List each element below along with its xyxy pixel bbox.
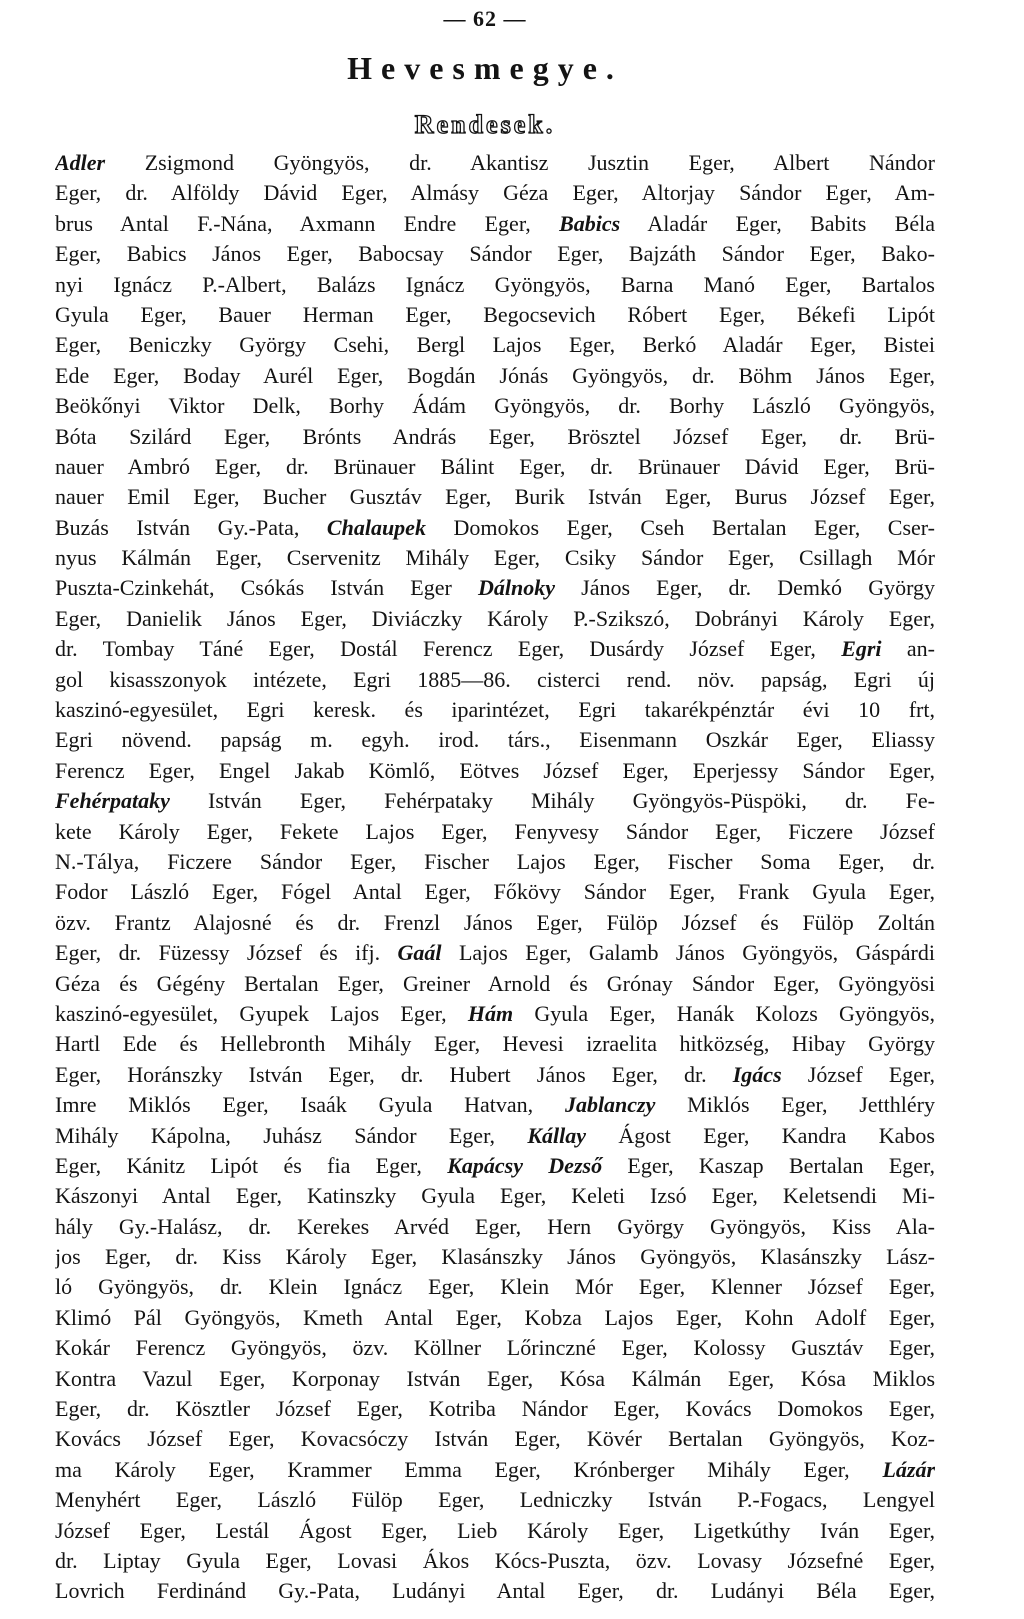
emphasized-name: Lázár [882,1456,935,1482]
emphasized-name: Egri [841,636,882,662]
text-line [55,1151,935,1181]
text-run: Lovrich Ferdinánd Gy.-Pata, Ludányi Antal Eger, dr. Ludányi Béla Eger, [55,1578,935,1604]
text-run: János Eger, dr. Demkó György [554,575,935,601]
text-run: Menyhért Eger, László Fülöp Eger, Ledniczky István P.-Fogacs, Lengyel [55,1487,935,1513]
text-line [55,573,935,603]
emphasized-name: Igács [732,1061,782,1087]
emphasized-name: Fehérpataky [55,788,170,814]
emphasized-name: Adler [55,150,106,175]
text-run: gol kisasszonyok intézete, Egri 1885—86. cisterci rend. növ. papság, Egri új [55,666,935,692]
text-run: jos Eger, dr. Kiss Károly Eger, Klasánszky János Gyöngyös, Klasánszky Lász- [55,1244,935,1270]
text-line [55,1485,935,1515]
text-run: István Eger, Fehérpataky Mihály Gyöngyös-Püspöki, dr. Fe- [169,788,935,814]
text-line [55,817,935,847]
text-line [55,1303,935,1333]
text-line [55,513,935,543]
text-line [55,270,935,300]
text-line [55,239,935,269]
text-line [55,1181,935,1211]
emphasized-name: Gaál [397,940,442,966]
text-line [55,300,935,330]
text-run: Eger, Kánitz Lipót és fia Eger, [55,1152,448,1178]
text-line [55,391,935,421]
text-run: kete Károly Eger, Fekete Lajos Eger, Fenyvesy Sándor Eger, Ficzere József [55,818,935,844]
text-line [55,1121,935,1151]
text-line [55,908,935,938]
text-run: Eger, Kaszap Bertalan Eger, [602,1152,935,1178]
text-run: brus Antal F.-Nána, Axmann Endre Eger, [55,210,560,236]
text-run: Imre Miklós Eger, Isaák Gyula Hatvan, [55,1092,565,1118]
text-run: Eger, Babics János Eger, Babocsay Sándor Eger, Bajzáth Sándor Eger, Bako- [55,241,935,267]
text-line [55,665,935,695]
text-run: Eger, Beniczky György Csehi, Bergl Lajos Eger, Berkó Aladár Eger, Bistei [55,332,935,358]
text-run: N.-Tálya, Ficzere Sándor Eger, Fischer Lajos Eger, Fischer Soma Eger, dr. [55,848,935,874]
text-line [55,1333,935,1363]
text-line [55,330,935,360]
text-run: nyi Ignácz P.-Albert, Balázs Ignácz Gyöngyös, Barna Manó Eger, Bartalos [55,271,935,297]
text-run: nyus Kálmán Eger, Cservenitz Mihály Eger, Csiky Sándor Eger, Csillagh Mór [55,545,935,571]
text-line [55,1272,935,1302]
text-line [55,969,935,999]
text-run: Eger, dr. Kösztler József Eger, Kotriba Nándor Eger, Kovács Domokos Eger, [55,1396,935,1422]
text-run: nauer Ambró Eger, dr. Brünauer Bálint Eger, dr. Brünauer Dávid Eger, Brü- [55,453,935,479]
text-run: an- [881,636,935,662]
text-line [55,877,935,907]
text-run: ló Gyöngyös, dr. Klein Ignácz Eger, Klein Mór Eger, Klenner József Eger, [55,1274,935,1300]
text-run: Egri növend. papság m. egyh. irod. társ., Eisenmann Oszkár Eger, Eliassy [55,727,935,753]
text-line [55,209,935,239]
text-run: Kászonyi Antal Eger, Katinszky Gyula Eger, Keleti Izsó Eger, Keletsendi Mi- [55,1183,935,1209]
text-line [55,1424,935,1454]
text-run: Kovács József Eger, Kovacsóczy István Eger, Kövér Bertalan Gyöngyös, Koz- [55,1426,935,1452]
text-line [55,543,935,573]
emphasized-name: Hám [467,1000,514,1026]
section-heading: Rendesek. [414,110,556,139]
text-line [55,178,935,208]
text-run: Géza és Gégény Bertalan Eger, Greiner Arnold és Grónay Sándor Eger, Gyöngyösi [55,970,935,996]
text-run: Aladár Eger, Babits Béla [620,210,935,236]
text-run: Kontra Vazul Eger, Korponay István Eger, Kósa Kálmán Eger, Kósa Miklos [55,1365,935,1391]
text-line [55,1029,935,1059]
text-run: Domokos Eger, Cseh Bertalan Eger, Cser- [425,514,935,540]
text-line [55,604,935,634]
text-line [55,1455,935,1485]
text-run: dr. Tombay Táné Eger, Dostál Ferencz Eger, Dusárdy József Eger, [55,636,842,662]
text-run: Miklós Eger, Jetthléry [655,1092,935,1118]
text-line [55,452,935,482]
text-run: ma Károly Eger, Krammer Emma Eger, Krónberger Mihály Eger, [55,1456,883,1482]
text-line [55,847,935,877]
text-run: Puszta-Czinkehát, Csókás István Eger [55,575,478,601]
text-run: Ágost Eger, Kandra Kabos [586,1122,935,1148]
emphasized-name: Chalaupek [326,514,426,540]
text-run: özv. Frantz Alajosné és dr. Frenzl János Eger, Fülöp József és Fülöp Zoltán [55,909,935,935]
text-run: kaszinó-egyesület, Gyupek Lajos Eger, [55,1000,468,1026]
text-line [55,1060,935,1090]
text-run: kaszinó-egyesület, Egri keresk. és iparintézet, Egri takarékpénztár évi 10 frt, [55,697,935,723]
county-title: Hevesmegye. [347,50,623,86]
text-run: Ferencz Eger, Engel Jakab Kömlő, Eötves József Eger, Eperjessy Sándor Eger, [55,757,935,783]
text-run: Beökőnyi Viktor Delk, Borhy Ádám Gyöngyös, dr. Borhy László Gyöngyös, [55,393,935,419]
page-number: — 62 — [443,6,527,31]
text-line [55,695,935,725]
text-line [55,938,935,968]
emphasized-name: Kapácsy Dezső [447,1152,603,1178]
text-line [55,361,935,391]
text-line [55,1546,935,1576]
text-run: dr. Liptay Gyula Eger, Lovasi Ákos Kócs-Puszta, özv. Lovasy Józsefné Eger, [55,1547,935,1573]
subscriber-list [55,148,935,1607]
text-line [55,634,935,664]
emphasized-name: Babics [559,210,621,236]
text-line [55,482,935,512]
text-run: Gyula Eger, Bauer Herman Eger, Begocsevich Róbert Eger, Békefi Lipót [55,301,935,327]
text-line [55,1576,935,1606]
text-run: Fodor László Eger, Fógel Antal Eger, Főkövy Sándor Eger, Frank Gyula Eger, [55,879,935,905]
text-line [55,1242,935,1272]
text-line [55,422,935,452]
text-run: Lajos Eger, Galamb János Gyöngyös, Gáspárdi [441,940,935,966]
text-run: Eger, Danielik János Eger, Diviáczky Károly P.-Szikszó, Dobrányi Károly Eger, [55,605,935,631]
text-line [55,756,935,786]
text-run: Klimó Pál Gyöngyös, Kmeth Antal Eger, Kobza Lajos Eger, Kohn Adolf Eger, [55,1304,935,1330]
text-run: Eger, dr. Füzessy József és ifj. [55,940,398,966]
text-run: Buzás István Gy.-Pata, [55,514,327,540]
text-line [55,786,935,816]
text-run: József Eger, [781,1061,935,1087]
text-run: Bóta Szilárd Eger, Brónts András Eger, Brösztel József Eger, dr. Brü- [55,423,935,449]
text-run: Ede Eger, Boday Aurél Eger, Bogdán Jónás Gyöngyös, dr. Böhm János Eger, [55,362,935,388]
text-line [55,1212,935,1242]
emphasized-name: Jablanczy [564,1092,656,1118]
text-line [55,725,935,755]
text-run: Eger, Horánszky István Eger, dr. Hubert János Eger, dr. [55,1061,733,1087]
text-line [55,1516,935,1546]
text-run: Hartl Ede és Hellebronth Mihály Eger, Hevesi izraelita hitközség, Hibay György [55,1031,935,1057]
emphasized-name: Dálnoky [477,575,555,601]
text-run: Zsigmond Gyöngyös, dr. Akantisz Jusztin Eger, Albert Nándor [105,150,935,175]
text-line [55,1090,935,1120]
text-run: hály Gy.-Halász, dr. Kerekes Arvéd Eger, Hern György Gyöngyös, Kiss Ala- [55,1213,935,1239]
text-line [55,1394,935,1424]
emphasized-name: Kállay [527,1122,587,1148]
text-run: nauer Emil Eger, Bucher Gusztáv Eger, Burik István Eger, Burus József Eger, [55,484,935,510]
text-line [55,148,935,178]
text-run: Kokár Ferencz Gyöngyös, özv. Köllner Lőrinczné Eger, Kolossy Gusztáv Eger, [55,1335,935,1361]
text-run: Eger, dr. Alföldy Dávid Eger, Almásy Géza Eger, Altorjay Sándor Eger, Am- [55,180,935,206]
text-run: Gyula Eger, Hanák Kolozs Gyöngyös, [513,1000,935,1026]
text-line [55,1364,935,1394]
text-run: József Eger, Lestál Ágost Eger, Lieb Károly Eger, Ligetkúthy Iván Eger, [55,1517,935,1543]
text-line [55,999,935,1029]
text-run: Mihály Kápolna, Juhász Sándor Eger, [55,1122,528,1148]
